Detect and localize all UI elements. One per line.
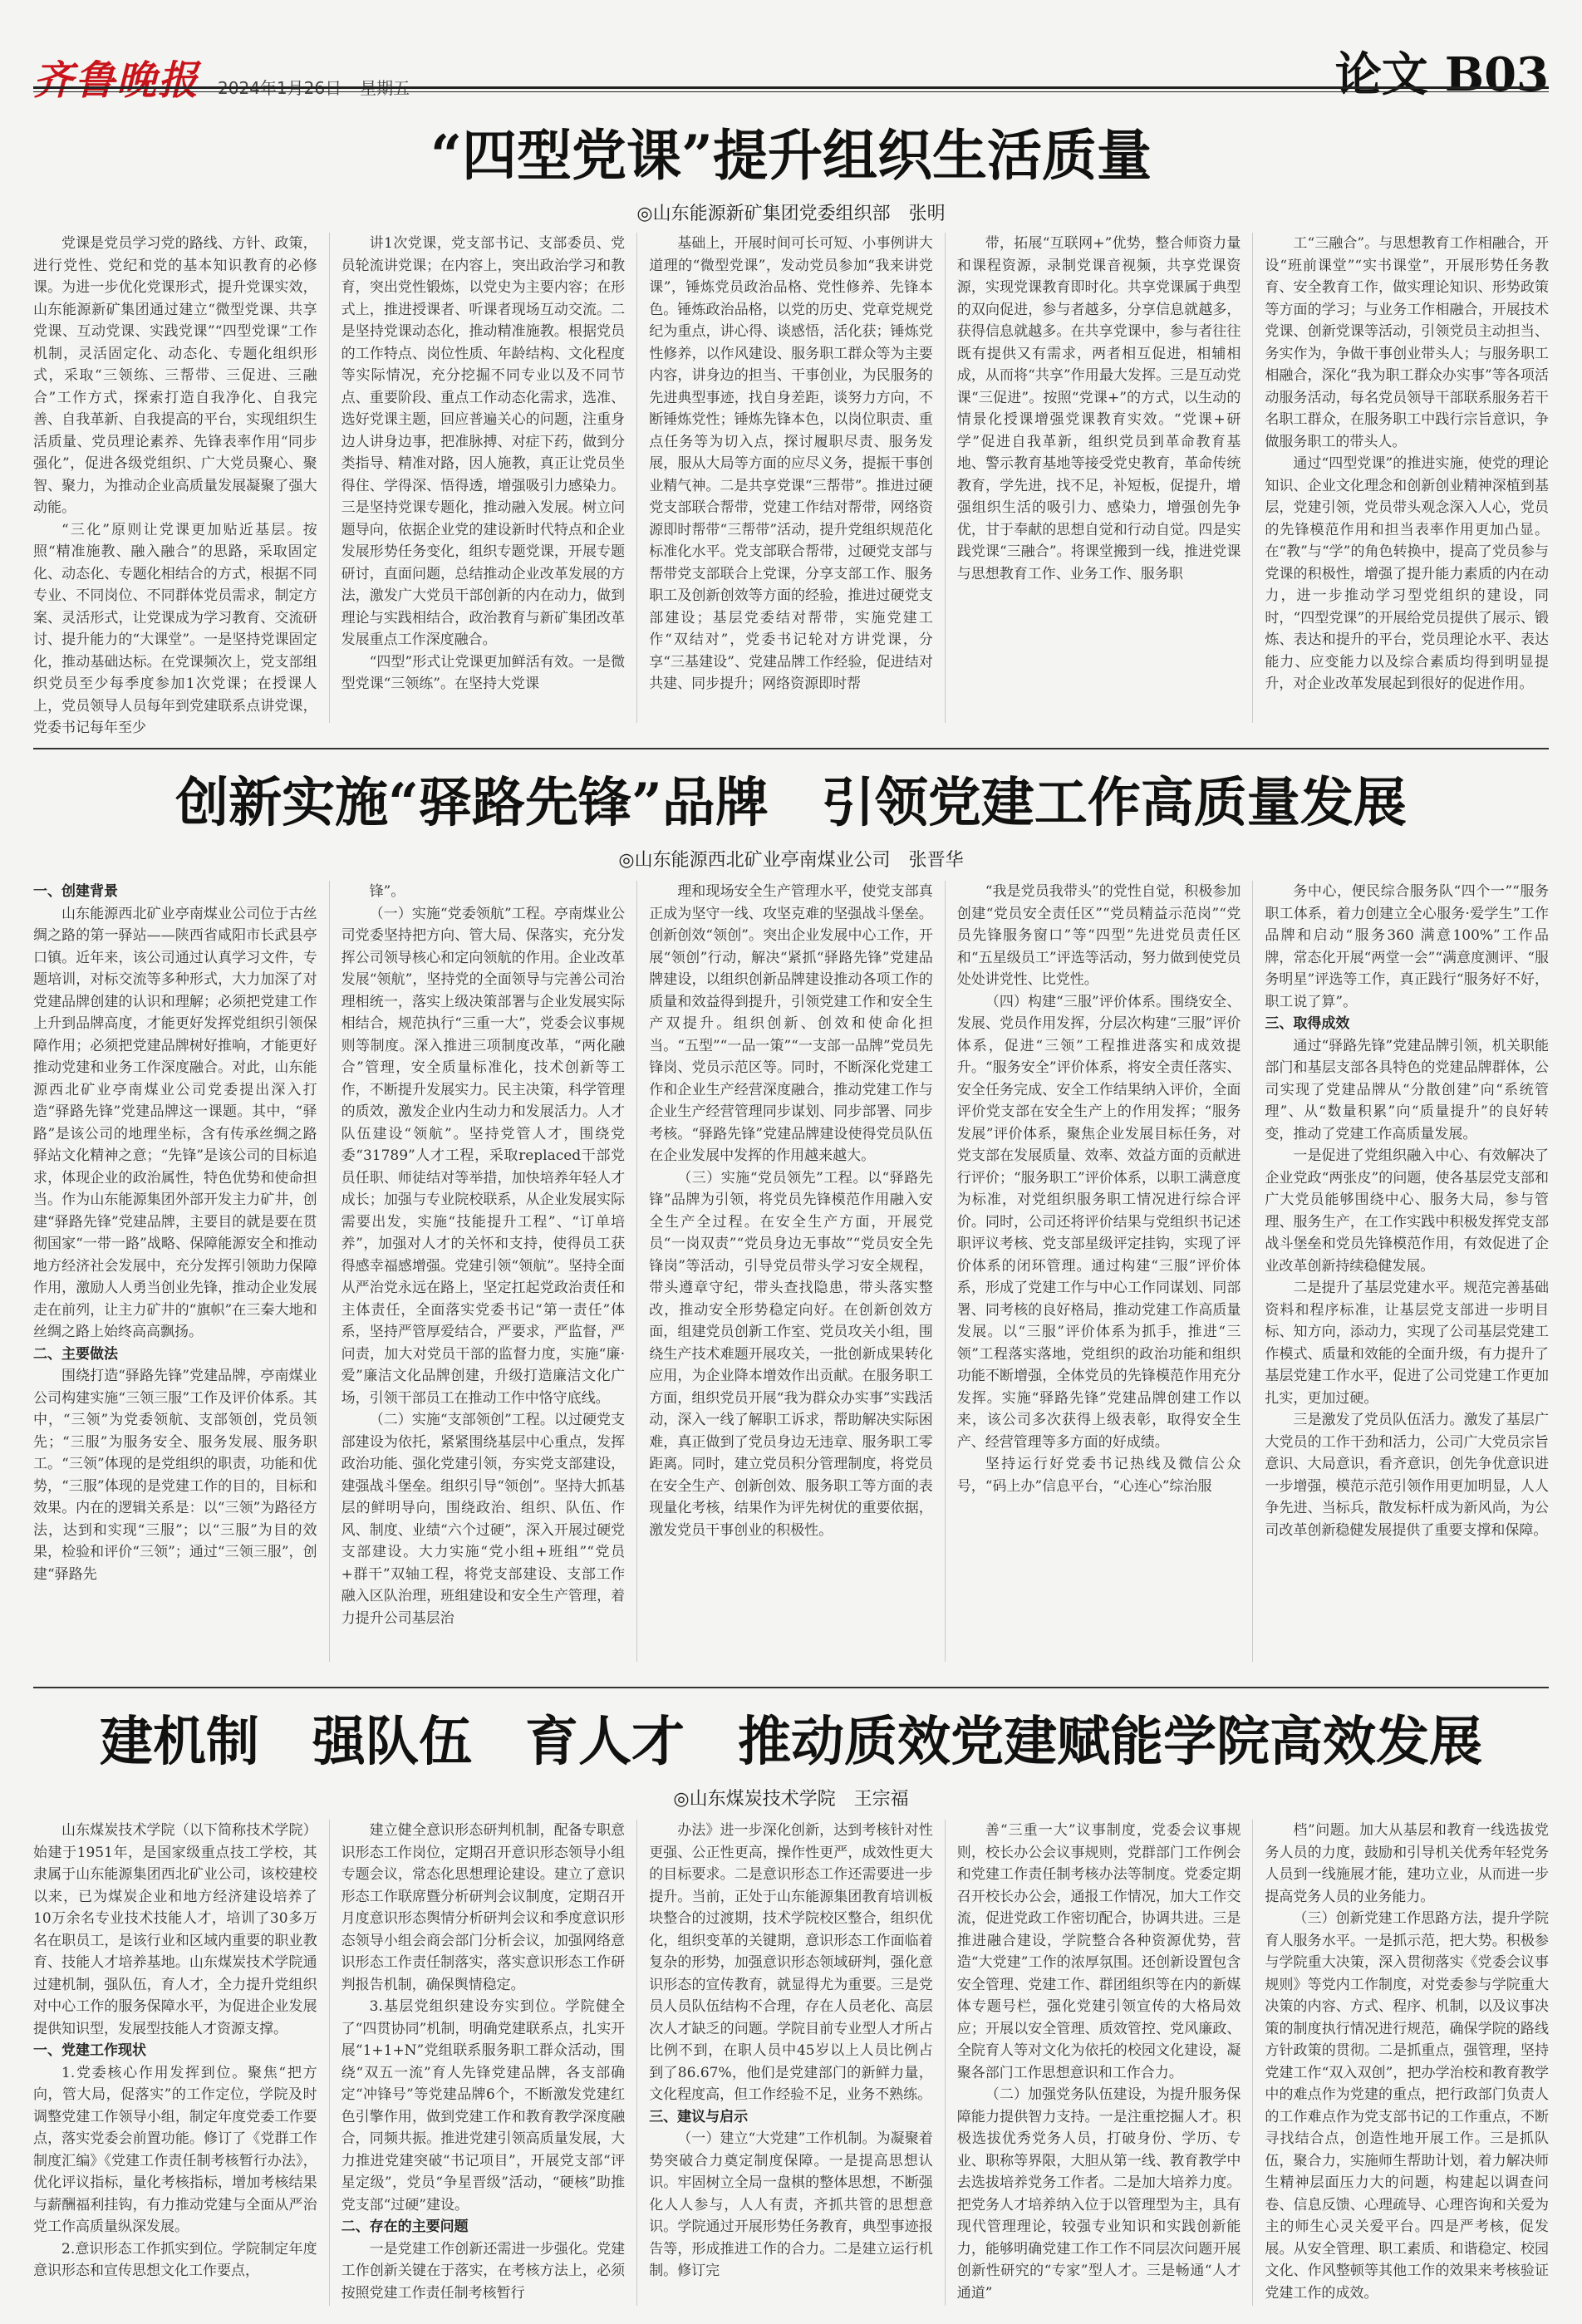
masthead-right <box>1335 38 1549 105</box>
body-paragraph: 善“三重一大”议事制度，党委会议事规则，校长办公会议事规则，党群部门工作例会和党建工作责任制考核办法等制度。党委定期召开校长办公会，通报工作情况，加大工作交流，促进党政工作密切配合，协调共进。三是推进融合建设，学院整合各种资源优势，营造“大党建”工作的浓厚氛围。还创新设置包含安全管理、党建工作、群团组织等在内的新媒体专题号栏，强化党建引领宣传的大格局效应；开展以安全管理、质效管控、党风廉政、全院育人等对文化为依托的校园文化建设，凝聚各部门工作思想意识和工作合力。 <box>956 1822 1241 2081</box>
issue-date: 2024年1月26日 <box>218 78 342 98</box>
article-3 <box>33 1712 1549 2310</box>
body-paragraph: 理和现场安全生产管理水平，使党支部真正成为坚守一线、攻坚克难的坚强战斗堡垒。创新创效“领创”。突出企业发展中心工作，开展“领创”行动，解决“紧抓“驿路先锋”党建品牌建设，以组织创新品牌建设推动各项工作的质量和效益得到提升，引领党建工作和安全生产双提升。组织创新、创效和使命化担当。“五型”“一品一策”“一支部一品牌”党员先锋岗、党员示范区等。同时，不断深化党建工作和企业生产经营深度融合，推动党建工作与企业生产经营管理同步谋划、同步部署、同步考核。“驿路先锋”党建品牌建设使得党员队伍在企业发展中发挥的作用越来越大。 <box>649 883 933 1164</box>
section-subheading: 三、取得成效 <box>1265 1015 1350 1032</box>
article-divider <box>33 1687 1549 1688</box>
body-paragraph: 围绕打造“驿路先锋”党建品牌，亭南煤业公司构建实施“三领三服”工作及评价体系。其中，“三领”为党委领航、支部领创，党员领先；“三服”为服务安全、服务发展、服务职工。“三领”体现的是党组织的职责，功能和优势，“三服”体现的是党建工作的目的，目标和效果。内在的逻辑关系是：以“三领”为路径方法，达到和实现“三服”；以“三服”为目的效果，检验和评价“三领”；通过“三领三服”，创建“驿路先 <box>33 1368 317 1583</box>
section-subheading: 一、党建工作现状 <box>33 2042 146 2059</box>
body-paragraph: 三是激发了党员队伍活力。激发了基层广大党员的工作干劲和活力，公司广大党员宗旨意识、大局意识，看齐意识，创先争优意识进一步增强，模范示范引领作用更加明显，人人争先进、当标兵，散发标杆成为新风尚，为公司改革创新稳健发展提供了重要支撑和保障。 <box>1265 1412 1549 1539</box>
body-paragraph: 通过“四型党课”的推进实施，使党的理论知识、企业文化理念和创新创业精神深植到基层，党建引领，党员带头观念深入人心，党员的先锋模范作用和担当表率作用更加凸显。在“教”与“学”的角色转换中，提高了党员参与党课的积极性，增强了提升能力素质的内在动力，进一步推动学习型党组织的建设，同时，“四型党课”的开展给党员提供了展示、锻炼、表达和提升的平台，党员理论水平、表达能力、应变能力以及综合素质均得到明显提升，对企业改革发展起到很好的促进作用。 <box>1265 455 1549 692</box>
text-column <box>945 233 1253 723</box>
masthead-rule <box>33 86 1549 89</box>
body-paragraph: 一是促进了党组织融入中心、有效解决了企业党政“两张皮”的问题，使各基层党支部和广大党员能够围绕中心、服务大局，参与管理、服务生产，在工作实践中积极发挥党支部战斗堡垒和党员先锋模范作用，有效促进了企业改革创新持续稳健发展。 <box>1265 1147 1549 1275</box>
section-name: 论文 <box>1334 47 1428 102</box>
masthead-rule-thin <box>33 91 1549 92</box>
body-paragraph: 2.意识形态工作抓实到位。学院制定年度意识形态和宣传思想文化工作要点， <box>33 2240 317 2279</box>
text-column <box>1252 881 1549 1662</box>
body-paragraph: （一）建立“大党建”工作机制。为凝聚着势突破合力奠定制度保障。一是提高思想认识。牢固树立全局一盘棋的整体思想，不断强化人人参与，人人有责，齐抓共管的思想意识。学院通过开展形势任务教育，典型事迹报告等，形成推进工作的合力。二是建立运行机制。修订完 <box>649 2130 933 2279</box>
body-paragraph: （一）实施“党委领航”工程。亭南煤业公司党委坚持把方向、管大局、保落实，充分发挥公司领导核心和定向领航的作用。企业改革发展“领航”，坚持党的全面领导与完善公司治理相统一，落实上级决策部署与企业发展实际相结合，规范执行“三重一大”，党委会议事规则等制度。深入推进三项制度改革，“两化融合”管理，安全质量标准化，技术创新等工作，不断提升发展实力。民主决策，科学管理的质效，激发企业内生动力和发展活力。人才队伍建设“领航”。坚持党管人才，围绕党委“31789”人才工程，采取replaced干部党员任职、师徒结对等举措，加快培养年轻人才成长；加强与专业院校联系，从企业发展实际需要出发，实施“技能提升工程”、“订单培养”，加强对人才的关怀和支持，使得员工获得感幸福感增强。党建引领“领航”。坚持全面从严治党永远在路上，坚定扛起党政治责任和主体责任，全面落实党委书记“第一责任”体系，坚持严管厚爱结合，严要求，严监督，严问责，加大对党员干部的监督力度，实施“廉·爱”廉洁文化品牌创建，升级打造廉洁文化广场，引领干部员工在推动工作中恪守底线。 <box>341 905 626 1407</box>
body-paragraph: 山东能源西北矿业亭南煤业公司位于古丝绸之路的第一驿站——陕西省咸阳市长武县亭口镇。近年来，该公司通过认真学习文件，专题培训，对标交流等多种形式，大力加深了对党建品牌创建的认识和理解；必须把党建工作上升到品牌高度，才能更好发挥党组织引领保障作用；必须把党建品牌树好推响，才能更好推动党建和业务工作深度融合。对此，山东能源西北矿业亭南煤业公司党委提出深入打造“驿路先锋”党建品牌这一课题。其中，“驿路”是该公司的地理坐标，含有传承丝绸之路驿站文化精神之意；“先锋”是该公司的目标追求，体现企业的政治属性，特色优势和使命担当。作为山东能源集团外部开发主力矿井，创建“驿路先锋”党建品牌，主要目的就是要在贯彻国家“一带一路”战略、保障能源安全和推动地方经济社会发展中，充分发挥引领助力保障作用，激励人人勇当创业先锋，推动企业发展走在前列，让主力矿井的“旗帜”在三秦大地和丝绸之路上始终高高飘扬。 <box>33 905 317 1340</box>
body-paragraph: 建立健全意识形态研判机制，配备专职意识形态工作岗位，定期召开意识形态领导小组专题会议，常态化思想理论建设。建立了意识形态工作联席暨分析研判会议制度，定期召开月度意识形态舆情分析研判会议和季度意识形态领导小组会商会部门分析会议，加强网络意识形态工作责任制落实，落实意识形态工作研判报告机制，确保舆情稳定。 <box>341 1822 626 1993</box>
text-column <box>636 233 945 723</box>
body-paragraph: 档”问题。加大从基层和教育一线选拔党务人员的力度，鼓励和引导机关优秀年轻党务人员到一线施展才能，建功立业，从而进一步提高党务人员的业务能力。 <box>1265 1822 1549 1905</box>
article-headline: “四型党课”提升组织生活质量 <box>430 123 1152 188</box>
article-1 <box>33 125 1549 739</box>
text-column <box>329 233 637 723</box>
paper-name-logo: 齐鲁晚报 <box>33 57 200 104</box>
text-column <box>1252 233 1549 723</box>
body-paragraph: 二是提升了基层党建水平。规范完善基础资料和程序标准，让基层党支部进一步明目标、知方向，添动力，实现了公司基层党建工作模式、质量和效能的全面升级，有力提升了基层党建工作水平，促进了公司党建工作更加扎实，更加过硬。 <box>1265 1280 1549 1407</box>
body-paragraph: （二）实施“支部领创”工程。以过硬党支部建设为依托，紧紧围绕基层中心重点，发挥政治功能、强化党建引领，夯实党支部建设，建强战斗堡垒。组织引导“领创”。坚持大抓基层的鲜明导向，围绕政治、组织、队伍、作风、制度、业绩“六个过硬”，深入开展过硬党支部建设。大力实施“党小组+班组”“党员+群干”双轴工程，将党支部建设、支部工作融入区队治理，班组建设和安全生产管理，着力提升公司基层治 <box>341 1412 626 1627</box>
body-paragraph: 务中心，便民综合服务队“四个一”“服务职工体系，着力创建立全心服务·爱学生”工作品牌和启动“服务360 满意100%”工作品牌，常态化开展“两堂一会”“满意度测评、“服务明星”评选等工作，真正践行“服务好不好，职工说了算”。 <box>1265 883 1549 1010</box>
section-subheading: 一、创建背景 <box>33 883 118 900</box>
body-paragraph: 通过“驿路先锋”党建品牌引领，机关职能部门和基层支部各具特色的党建品牌群体，公司实现了党建品牌从“分散创建”向“系统管理”、从“数量积累”向“质量提升”的良好转变，推动了党建工作高质量发展。 <box>1265 1037 1549 1142</box>
article-columns <box>33 881 1549 1662</box>
body-paragraph: （三）实施“党员领先”工程。以“驿路先锋”品牌为引领，将党员先锋模范作用融入安全生产全过程。在安全生产方面，开展党员“一岗双责”“党员身边无事故”“党员安全先锋岗”等活动，引导党员带头学习安全规程，带头遵章守纪，带头查找隐患，带头落实整改，推动安全形势稳定向好。在创新创效方面，组建党员创新工作室、党员攻关小组，围绕生产技术难题开展攻关，一批创新成果转化应用，为企业降本增效作出贡献。在服务职工方面，组织党员开展“我为群众办实事”实践活动，深入一线了解职工诉求，帮助解决实际困难，真正做到了党员身边无违章、服务职工零距离。同时，建立党员积分管理制度，将党员在安全生产、创新创效、服务职工等方面的表现量化考核，结果作为评先树优的重要依据，激发党员干事创业的积极性。 <box>649 1169 933 1539</box>
body-paragraph: 1.党委核心作用发挥到位。聚焦“把方向，管大局，促落实”的工作定位，学院及时调整党建工作领导小组，制定年度党委工作要点，落实党委会前置功能。修订了《党群工作制度汇编》《党建工作责任制考核暂行办法》，优化评议指标，量化考核指标，增加考核结果与薪酬福利挂钩，有力推动党建与全面从严治党工作高质量纵深发展。 <box>33 2064 317 2235</box>
body-paragraph: 一是党建工作创新还需进一步强化。党建工作创新关键在于落实，在考核方法上，必须按照党建工作责任制考核暂行 <box>341 2240 626 2302</box>
section-subheading: 二、主要做法 <box>33 1345 118 1363</box>
text-column <box>945 881 1253 1662</box>
text-column <box>636 1820 945 2306</box>
body-paragraph: 办法》进一步深化创新，达到考核针对性更强、公正性更高，操作性更严，成效性更大的目标要求。二是意识形态工作还需要进一步提升。当前，正处于山东能源集团教育培训板块整合的过渡期，技术学院校区整合，组织优化，组织变革的关键期，意识形态工作面临着复杂的形势，加强意识形态领域研判，强化意识形态的宣传教育，就显得尤为重要。三是党员人员队伍结构不合理，存在人员老化、高层次人才缺乏的问题。学院目前专业型人才所占比例不到，在职人员中45岁以上人员比例占到了86.67%，他们是党建部门的新鲜力量，文化程度高，但工作经验不足，业务不熟练。 <box>649 1822 933 2103</box>
page-number: B03 <box>1444 47 1549 102</box>
body-paragraph: （四）构建“三服”评价体系。围绕安全、发展、党员作用发挥，分层次构建“三服”评价体系，促进“三领”工程推进落实和成效提升。“服务安全”评价体系，将安全责任落实、安全任务完成、安全工作结果纳入评价，全面评价党支部在安全生产上的作用发挥；“服务发展”评价体系，聚焦企业发展目标任务，对党支部在发展质量、效率、效益方面的贡献进行评价；“服务职工”评价体系，以职工满意度为标准，对党组织服务职工情况进行综合评价。同时，公司还将评价结果与党组织书记述职评议考核、党支部星级评定挂钩，实现了评价体系的闭环管理。通过构建“三服”评价体系，形成了党建工作与中心工作同谋划、同部署、同考核的良好格局，推动党建工作高质量发展。以“三服”评价体系为抓手，推进“三领”工程落实落地，党组织的政治功能和组织功能不断增强，全体党员的先锋模范作用充分发挥。实施“驿路先锋”党建品牌创建工作以来，该公司多次获得上级表彰，取得安全生产、经营管理等多方面的好成绩。 <box>956 993 1241 1451</box>
masthead <box>33 33 1549 104</box>
text-column <box>329 1820 637 2306</box>
text-column <box>33 1820 329 2306</box>
body-paragraph: 基础上，开展时间可长可短、小事例讲大道理的“微型党课”，发动党员参加“我来讲党课”，锤炼党员政治品格、党性修养、先锋本色。锤炼政治品格，以党的历史、党章党规党纪为重点，讲心得、谈感悟，活化获；锤炼党性修养，以作风建设、服务职工群众等为主要内容，讲身边的担当、干事创业，为民服务的先进典型事迹，找自身差距，谈努力方向，不断锤炼党性；锤炼先锋本色，以岗位职责、重点任务等为切入点，探讨履职尽责、服务发展，服从大局等方面的应尽义务，提振干事创业精气神。二是共享党课“三帮带”。推进过硬党支部联合帮带，党建工作结对帮带，网络资源即时帮带“三帮带”活动，提升党组织规范化标准化水平。党支部联合帮带，过硬党支部与帮带党支部联合上党课，分享支部工作、服务职工及创新创效等方面的经验，推进过硬党支部建设；基层党委结对帮带，实施党建工作“双结对”，党委书记轮对方讲党课，分享“三基建设”、党建品牌工作经验，促进结对共建、同步提升；网络资源即时帮 <box>649 235 933 692</box>
article-2 <box>33 773 1549 1678</box>
body-paragraph: （三）创新党建工作思路方法，提升学院育人服务水平。一是抓示范，把大势。积极参与学院重大决策，深入贯彻落实《党委会议事规则》等党内工作制度，对党委参与学院重大决策的内容、方式、程序、机制，以及议事决策的制度执行情况进行规范，确保学院的路线方针政策的贯彻。二是抓重点，强管理，坚持党建工作“双入双创”，把办学治校和教育教学中的难点作为党建的重点，把行政部门负责人的工作难点作为党支部书记的工作重点，不断寻找结合点，创造性地开展工作。三是抓队伍，聚合力，实施师生帮助计划，着力解决师生精神层面压力大的问题，构建起以调查问卷、信息反馈、心理疏导、心理咨询和关爱为主的师生心灵关爱平台。四是严考核，促发展。从安全管理、职工素质、和谐稳定、校园文化、作风整顿等其他工作的效果来考核验证党建工作的成效。 <box>1265 1910 1549 2302</box>
body-paragraph: 坚持运行好党委书记热线及微信公众号，“码上办”信息平台，“心连心”综治服 <box>956 1456 1241 1495</box>
body-paragraph: 讲1次党课，党支部书记、支部委员、党员轮流讲党课；在内容上，突出政治学习和教育，突出党性锻炼，以党史为主要内容；在形式上，推进授课者、听课者现场互动交流。二是坚持党课动态化，推动精准施教。根据党员的工作特点、岗位性质、年龄结构、文化程度等实际情况，充分挖掘不同专业以及不同节点、重要阶段、重点工作动态化需求，选准、选好党课主题，回应普遍关心的问题，注重身边人讲身边事，把准脉搏、对症下药，做到分类指导、精准对路，因人施教，真正让党员坐得住、学得深、悟得透，增强吸引力感染力。三是坚持党课专题化，推动融入发展。树立问题导向，依据企业党的建设新时代特点和企业发展形势任务变化，组织专题党课，开展专题研讨，直面问题，总结推动企业改革发展的方法，激发广大党员干部创新的内在动力，做到理论与实践相结合，政治教育与新矿集团改革发展重点工作深度融合。 <box>341 235 626 648</box>
article-columns <box>33 233 1549 736</box>
article-byline: ◎山东能源西北矿业亭南煤业公司 张晋华 <box>618 849 964 871</box>
body-paragraph: 带，拓展“互联网+”优势，整合师资力量和课程资源，录制党课音视频，共享党课资源，实现党课教育即时化。共享党课属于典型的双向促进，参与者越多，分享信息就越多，获得信息就越多。在共享党课中，参与者往往既有提供又有需求，两者相互促进，相辅相成，从而将“共享”作用最大发挥。三是互动党课“三促进”。按照“党课+”的方式，以生动的情景化授课增强党课教育实效。“党课+研学”促进自我革新，组织党员到革命教育基地、警示教育基地等接受党史教育，革命传统教育，学先进，找不足，补短板，促提升，增强组织生活的吸引力、感染力，增强创先争优，甘于奉献的思想自觉和行动自觉。四是实践党课“三融合”。将课堂搬到一线，推进党课与思想教育工作、业务工作、服务职 <box>956 235 1241 582</box>
body-paragraph: 锋”。 <box>369 883 405 900</box>
masthead-left <box>33 48 410 106</box>
body-paragraph: 工“三融合”。与思想教育工作相融合，开设“班前课堂”“实书课堂”，开展形势任务教育、安全教育工作，做实理论知识、形势政策等方面的学习；与业务工作相融合，开展技术党课、创新党课等活动，引领党员主动担当、务实作为，争做干事创业带头人；与服务职工相融合，深化“我为职工群众办实事”等各项活动服务活动，每名党员领导干部联系服务若干名职工群众，在服务职工中践行宗旨意识，争做服务职工的带头人。 <box>1265 235 1549 450</box>
section-subheading: 三、建议与启示 <box>649 2108 749 2125</box>
article-columns <box>33 1820 1549 2306</box>
article-headline: 创新实施“驿路先锋”品牌 引领党建工作高质量发展 <box>175 772 1407 834</box>
body-paragraph: “三化”原则让党课更加贴近基层。按照“精准施教、融入融合”的思路，采取固定化、动态化、专题化相结合的方式，根据不同专业、不同岗位、不同群体党员需求，制定方案、灵活形式，让党课成为学习教育、交流研讨、提升能力的“大课堂”。一是坚持党课固定化，推动基础达标。在党课频次上，党支部组织党员至少每季度参加1次党课；在授课人上，党员领导人员每年到党建联系点讲党课，党委书记每年至少 <box>33 521 317 736</box>
body-paragraph: “四型”形式让党课更加鲜活有效。一是微型党课“三领练”。在坚持大党课 <box>341 653 626 692</box>
article-byline: ◎山东煤炭技术学院 王宗福 <box>673 1788 909 1810</box>
text-column <box>1252 1820 1549 2306</box>
text-column <box>945 1820 1253 2306</box>
text-column <box>33 233 329 736</box>
article-divider <box>33 748 1549 749</box>
body-paragraph: 山东煤炭技术学院（以下简称技术学院）始建于1951年，是国家级重点技工学校，其隶属于山东能源集团西北矿业公司，该校建校以来，已为煤炭企业和地方经济建设培养了10万余名专业技术技能人才，培训了30多万名在职员工，是该行业和区域内重要的职业教育、技能人才培养基地。山东煤炭技术学院通过建机制，强队伍，育人才，全力提升党组织对中心工作的服务保障水平，为促进企业发展提供知识型，发展型技能人才资源支撑。 <box>33 1822 317 2037</box>
section-subheading: 二、存在的主要问题 <box>341 2218 469 2235</box>
article-byline: ◎山东能源新矿集团党委组织部 张明 <box>636 203 946 224</box>
article-headline: 建机制 强队伍 育人才 推动质效党建赋能学院高效发展 <box>100 1711 1482 1773</box>
text-column <box>329 881 637 1662</box>
text-column <box>636 881 945 1662</box>
issue-weekday: 星期五 <box>360 78 410 98</box>
body-paragraph: 3.基层党组织建设夯实到位。学院健全了“四贯协同”机制，明确党建联系点，扎实开展“1+1+N”党组联系服务职工群众活动，围绕“双五一流”育人先锋党建品牌，各支部确定“冲锋号”等党建品牌6个，不断激发党建红色引擎作用，做到党建工作和教育教学深度融合，同频共振。推进党建引领高质量发展，大力推进党建突破“书记项目”，开展党支部“评星定级”，党员“争星晋级”活动，“硬核”助推党支部“过硬”建设。 <box>341 1998 626 2213</box>
body-paragraph: 党课是党员学习党的路线、方针、政策，进行党性、党纪和党的基本知识教育的必修课。为进一步优化党课形式，提升党课实效，山东能源新矿集团通过建立“微型党课、共享党课、互动党课、实践党课”“四型党课”工作机制，灵活固定化、动态化、专题化组织形式，采取“三领练、三帮带、三促进、三融合”工作方式，探索打造自我净化、自我完善、自我革新、自我提高的平台，实现组织生活质量、党员理论素养、先锋表率作用“同步强化”，促进各级党组织、广大党员聚心、聚智、聚力，为推动企业高质量发展凝聚了强大动能。 <box>33 235 317 516</box>
body-paragraph: “我是党员我带头”的党性自觉，积极参加创建“党员安全责任区”“党员精益示范岗”“党员先锋服务窗口”等“四型”先进党员责任区和“五星级员工”评选等活动，努力做到使党员处处讲党性、比党性。 <box>956 883 1241 988</box>
body-paragraph: （二）加强党务队伍建设，为提升服务保障能力提供智力支持。一是注重挖掘人才。积极选拔优秀党务人员，打破身份、学历、专业、职称等界限，大胆从第一线、教育教学中去选拔培养党务工作者。二是加大培养力度。把党务人才培养纳入位于以管理型为主，具有现代管理理论，较强专业知识和实践创新能力，能够明确党建工作工作不同层次问题开展创新性研究的“专家”型人才。三是畅通“人才通道” <box>956 2086 1241 2302</box>
text-column <box>33 881 329 1662</box>
